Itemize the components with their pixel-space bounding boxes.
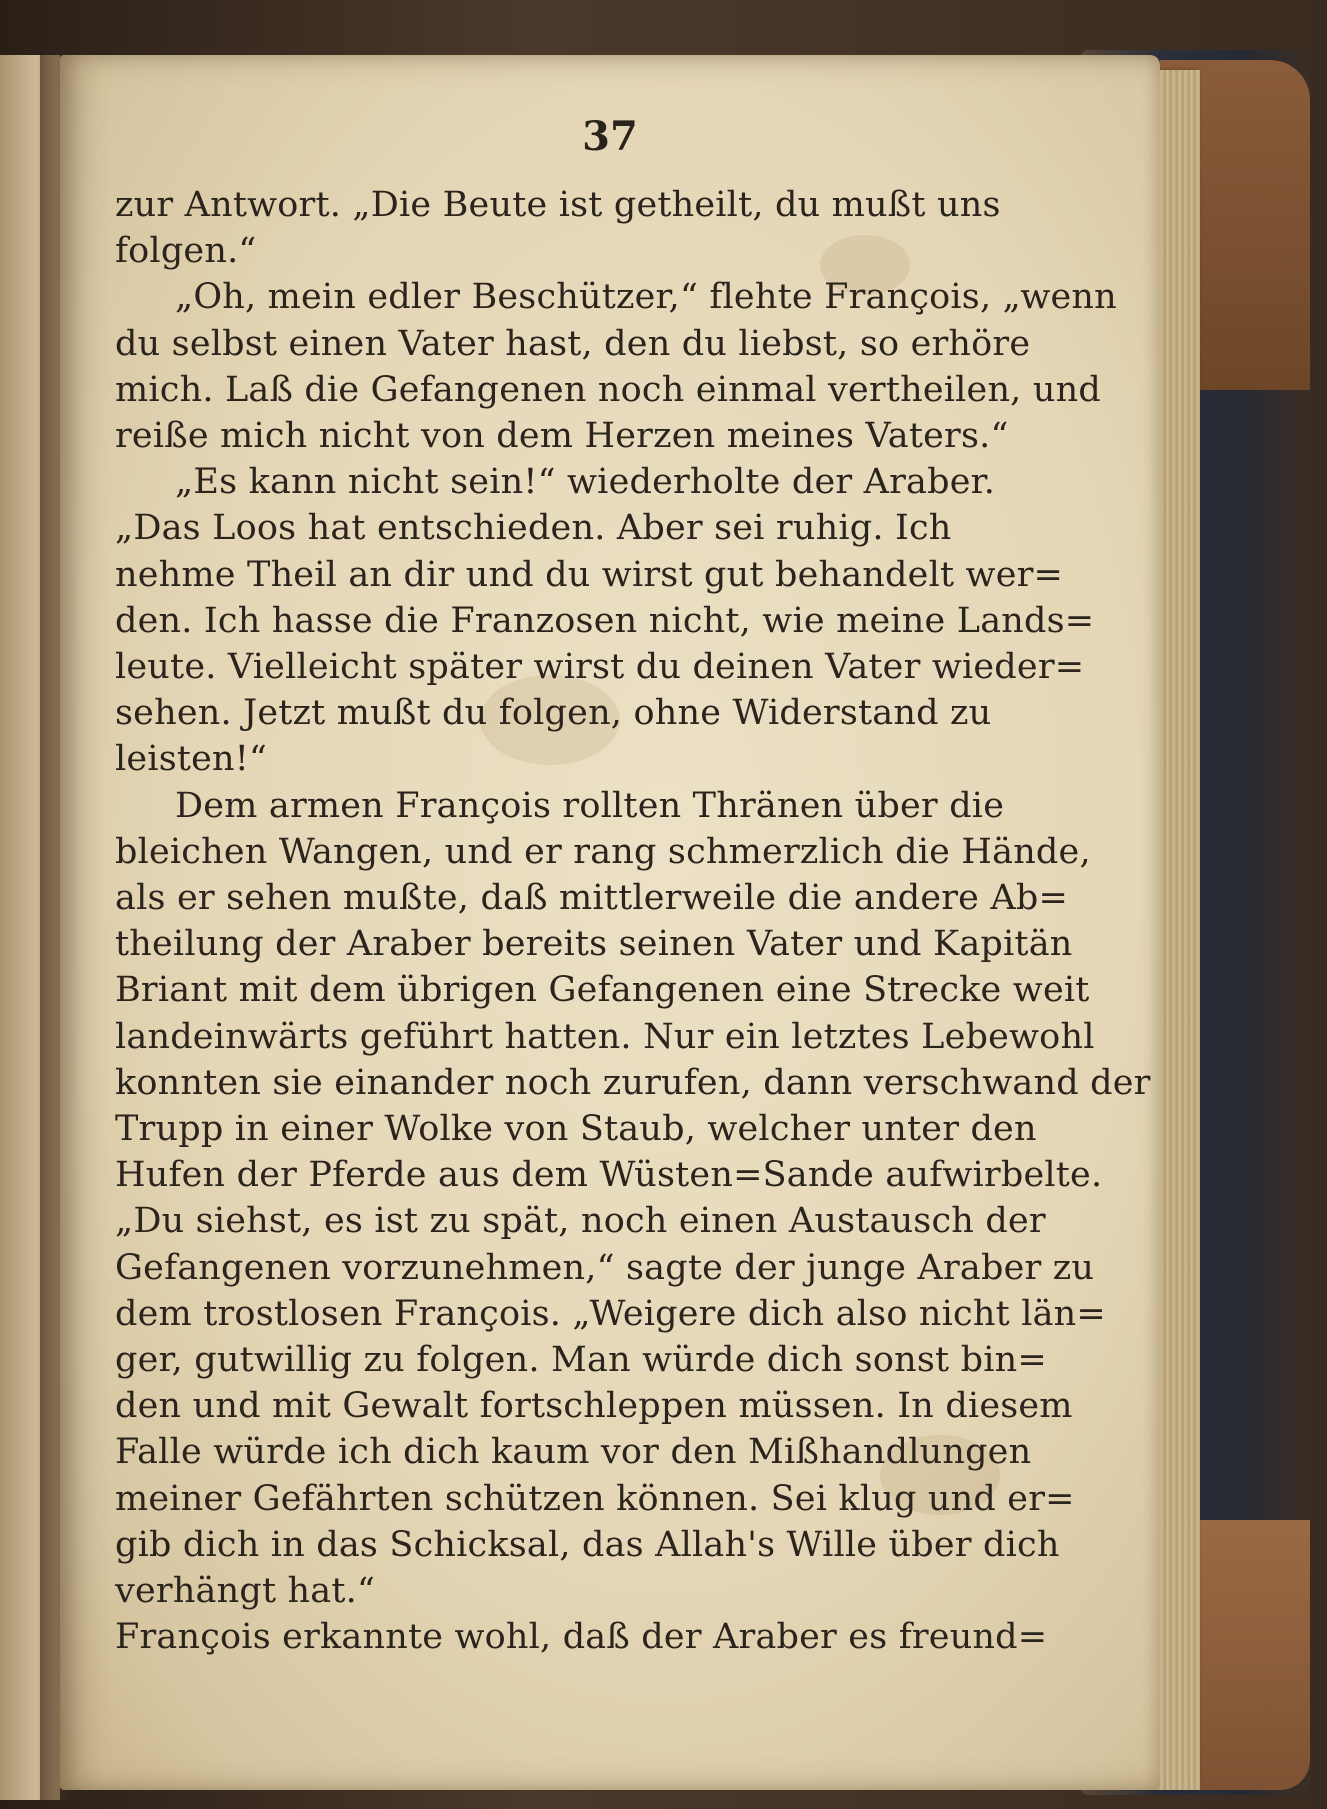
text-line: „Oh, mein edler Beschützer,“ flehte François, „wenn xyxy=(175,277,1117,318)
text-line: zur Antwort. „Die Beute ist getheilt, du mußt uns xyxy=(115,185,1001,225)
text-line: meiner Gefährten schützen können. Sei klug und er= xyxy=(115,1478,1075,1519)
text-line: du selbst einen Vater hast, den du liebst, so erhöre xyxy=(115,323,1031,364)
text-line: ger, gutwillig zu folgen. Man würde dich sonst bin= xyxy=(115,1340,1047,1380)
text-line: reiße mich nicht von dem Herzen meines Vaters.“ xyxy=(115,416,1009,456)
text-line: mich. Laß die Gefangenen noch einmal vertheilen, und xyxy=(115,369,1101,410)
text-line: den und mit Gewalt fortschleppen müssen. In diesem xyxy=(115,1386,1073,1427)
text-line: den. Ich hasse die Franzosen nicht, wie meine Lands= xyxy=(115,600,1095,641)
text-line: „Das Loos hat entschieden. Aber sei ruhig. Ich xyxy=(115,508,952,549)
book-page xyxy=(60,55,1160,1790)
text-line: Trupp in einer Wolke von Staub, welcher unter den xyxy=(115,1109,1037,1149)
text-line: folgen.“ xyxy=(115,231,257,272)
text-line: François erkannte wohl, daß der Araber es freund= xyxy=(115,1617,1048,1658)
text-line: als er sehen mußte, daß mittlerweile die andere Ab= xyxy=(115,878,1069,918)
text-line: „Du siehst, es ist zu spät, noch einen Austausch der xyxy=(115,1201,1046,1242)
text-line: konnten sie einander noch zurufen, dann verschwand der xyxy=(115,1062,1151,1103)
page-number: 37 xyxy=(582,113,638,160)
text-line: Briant mit dem übrigen Gefangenen eine Strecke weit xyxy=(115,970,1090,1011)
text-line: Gefangenen vorzunehmen,“ sagte der junge Araber zu xyxy=(115,1247,1095,1288)
text-line: verhängt hat.“ xyxy=(115,1571,376,1611)
text-line: „Es kann nicht sein!“ wiederholte der Araber. xyxy=(175,462,996,503)
text-line: Dem armen François rollten Thränen über die xyxy=(175,785,1005,826)
text-line: leisten!“ xyxy=(115,739,268,780)
text-line: sehen. Jetzt mußt du folgen, ohne Widerstand zu xyxy=(115,693,992,734)
text-line: dem trostlosen François. „Weigere dich also nicht län= xyxy=(115,1293,1106,1334)
text-line: Hufen der Pferde aus dem Wüsten=Sande aufwirbelte. xyxy=(115,1155,1103,1196)
text-line: nehme Theil an dir und du wirst gut behandelt wer= xyxy=(115,554,1064,595)
text-line: leute. Vielleicht später wirst du deinen Vater wieder= xyxy=(115,647,1085,687)
text-line: bleichen Wangen, und er rang schmerzlich die Hände, xyxy=(115,831,1091,872)
book-gutter xyxy=(40,55,80,1800)
text-line: gib dich in das Schicksal, das Allah's Wille über dich xyxy=(115,1524,1060,1565)
text-line: landeinwärts geführt hatten. Nur ein letztes Lebewohl xyxy=(115,1016,1095,1057)
text-line: theilung der Araber bereits seinen Vater und Kapitän xyxy=(115,924,1073,965)
text-line: Falle würde ich dich kaum vor den Mißhandlungen xyxy=(115,1432,1032,1473)
